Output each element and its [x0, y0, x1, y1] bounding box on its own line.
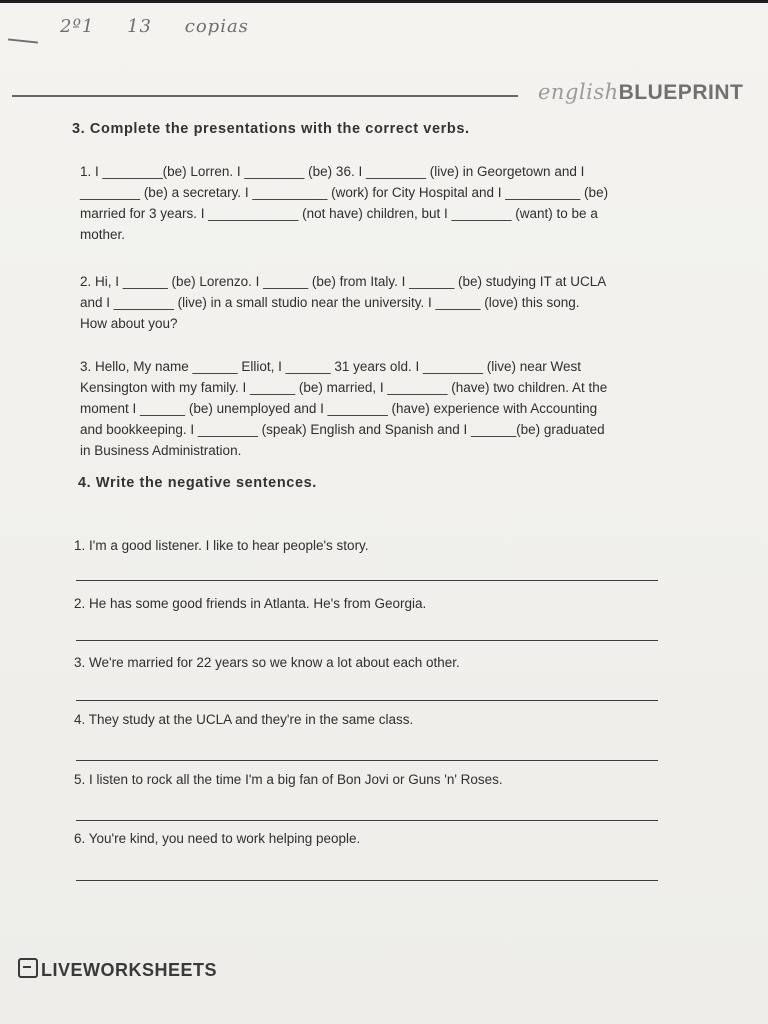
presentation-3-line: Kensington with my family. I ______ (be) married, I ________ (have) two children. At the — [80, 380, 608, 395]
brand-logo — [538, 80, 743, 105]
answer-line-6[interactable] — [76, 880, 658, 881]
answer-line-5[interactable] — [76, 820, 658, 821]
section-4-title: 4. Write the negative sentences. — [78, 475, 317, 491]
negative-item-5: 5. I listen to rock all the time I'm a big fan of Bon Jovi or Guns 'n' Roses. — [74, 772, 503, 787]
answer-line-4[interactable] — [76, 760, 658, 761]
brand-english: english — [538, 80, 619, 104]
negative-item-6: 6. You're kind, you need to work helping people. — [74, 831, 361, 846]
presentation-2-line: 2. Hi, I ______ (be) Lorenzo. I ______ (be) from Italy. I ______ (be) studying IT at UCLA — [80, 274, 607, 289]
answer-line-3[interactable] — [76, 700, 658, 701]
answer-line-1[interactable] — [76, 580, 658, 581]
presentation-3-line: moment I ______ (be) unemployed and I ________ (have) experience with Accounting — [80, 401, 598, 416]
presentation-1-line: mother. — [80, 227, 126, 242]
presentation-3 — [80, 356, 680, 461]
header-rule — [12, 95, 518, 97]
liveworksheets-icon — [18, 958, 38, 978]
presentation-1-line: 1. I ________(be) Lorren. I ________ (be) 36. I ________ (live) in Georgetown and I — [80, 164, 585, 179]
footer-logo — [18, 958, 217, 981]
presentation-2-line: and I ________ (live) in a small studio near the university. I ______ (love) this song. — [80, 295, 580, 310]
negative-item-4: 4. They study at the UCLA and they're in the same class. — [74, 712, 414, 727]
presentation-1-line: ________ (be) a secretary. I __________ (work) for City Hospital and I __________ (be) — [80, 185, 609, 200]
presentation-2 — [80, 271, 680, 334]
page-top-edge — [0, 0, 768, 3]
answer-line-2[interactable] — [76, 640, 658, 641]
footer-text: LIVEWORKSHEETS — [41, 960, 218, 980]
presentation-3-line: in Business Administration. — [80, 443, 242, 458]
presentation-1-line: married for 3 years. I ____________ (not have) children, but I ________ (want) to be a — [80, 206, 598, 221]
negative-item-1: 1. I'm a good listener. I like to hear people's story. — [74, 538, 369, 553]
presentation-3-line: 3. Hello, My name ______ Elliot, I ______ 31 years old. I ________ (live) near West — [80, 359, 582, 374]
negative-item-2: 2. He has some good friends in Atlanta. He's from Georgia. — [74, 596, 427, 611]
handwritten-copies-word: copias — [184, 16, 249, 37]
presentation-3-line: and bookkeeping. I ________ (speak) English and Spanish and I ______(be) graduated — [80, 422, 605, 437]
handwritten-grade: 2º1 — [60, 16, 95, 37]
handwritten-dash — [8, 38, 38, 43]
handwritten-copies-count: 13 — [127, 16, 153, 37]
negative-item-3: 3. We're married for 22 years so we know a lot about each other. — [74, 655, 460, 670]
brand-blueprint: BLUEPRINT — [618, 81, 744, 104]
presentation-1 — [80, 161, 680, 245]
handwritten-note — [60, 16, 275, 37]
section-3-title: 3. Complete the presentations with the correct verbs. — [72, 121, 470, 137]
presentation-2-line: How about you? — [80, 316, 178, 331]
